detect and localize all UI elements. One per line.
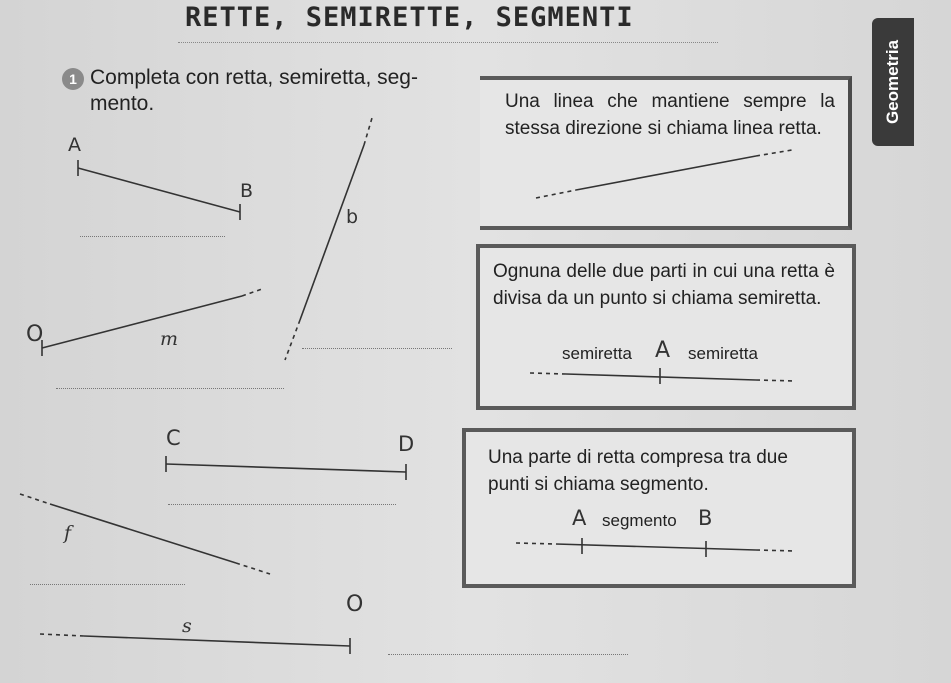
segment-ab [78, 168, 240, 212]
line-f-dash-right [236, 563, 270, 574]
semiretta-definition: Ognuna delle due parti in cui una retta è divisa da un punto si chiama semiretta. [493, 261, 835, 309]
ray-m-dash [242, 289, 262, 296]
page-title: RETTE, SEMIRETTE, SEGMENTI [185, 2, 634, 33]
figure-label-m: m [160, 328, 179, 350]
figure-label-s: s [182, 615, 192, 637]
semiretta-label-left: semiretta [562, 344, 632, 363]
retta-example-dash-right [756, 150, 792, 156]
figure-label-o: O [26, 322, 44, 347]
retta-example-line [576, 156, 756, 190]
figure-label-a: A [68, 134, 81, 156]
figure-label-b-lower: b [346, 206, 359, 228]
segmento-example-line [556, 544, 756, 550]
segmento-definition-line2: punti si chiama segmento. [488, 474, 709, 495]
semiretta-example-dash-right [756, 380, 796, 381]
segmento-example-dash-left [516, 543, 556, 544]
ray-m [42, 296, 242, 348]
segment-cd [166, 464, 406, 472]
exercise-instruction-line1: Completa con retta, semiretta, seg- [90, 66, 418, 89]
figure-label-b-upper: B [240, 180, 254, 202]
line-b-dash-top [364, 118, 372, 145]
ray-s-dash [40, 634, 84, 636]
figure-label-c: C [166, 426, 181, 450]
figure-label-d: D [398, 432, 415, 456]
semiretta-point-label: A [655, 338, 671, 363]
segmento-mid-label: segmento [602, 511, 677, 530]
line-f-dash-left [20, 494, 50, 504]
figure-label-o-lower: O [346, 592, 364, 617]
line-f [50, 504, 236, 563]
segmento-definition-line1: Una parte di retta compresa tra due [488, 447, 788, 468]
retta-example-dash-left [536, 190, 576, 198]
figure-label-f: f [64, 522, 72, 544]
semiretta-example-dash-left [530, 373, 566, 374]
line-b-dash-bottom [285, 320, 300, 360]
segmento-example-dash-right [756, 550, 796, 551]
segmento-point-a-label: A [572, 506, 587, 530]
retta-definition: Una linea che mantiene sempre la stessa direzione si chiama linea retta. [505, 91, 835, 139]
segmento-point-b-label: B [698, 506, 713, 530]
semiretta-label-right: semiretta [688, 344, 758, 363]
ray-s [84, 636, 350, 646]
sidebar-label: Geometria [883, 39, 902, 125]
exercise-number-badge: 1 [62, 68, 84, 90]
exercise-instruction-line2: mento. [90, 92, 155, 115]
line-b [300, 145, 364, 320]
semiretta-example-line [566, 374, 756, 380]
